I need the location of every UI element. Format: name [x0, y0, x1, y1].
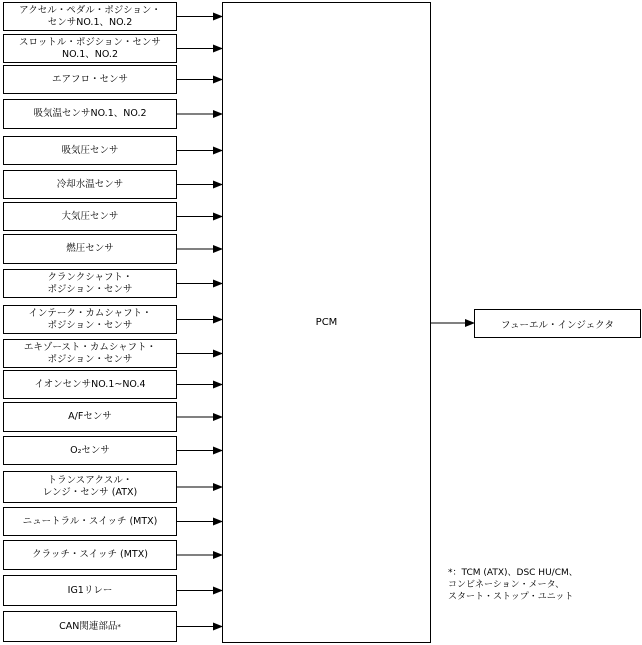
input-label: A/Fセンサ: [68, 411, 112, 422]
input-label: 燃圧センサ: [66, 243, 114, 254]
input-label: CAN関連部品: [59, 620, 118, 632]
input-label: 吸気圧センサ: [61, 144, 119, 156]
input-label: クランクシャフト・ ポジション・センサ: [47, 271, 133, 295]
input-label: IG1リレー: [67, 584, 113, 596]
fuel-injector-label: フューエル・インジェクタ: [501, 319, 614, 331]
input-label: ニュートラル・スイッチ (MTX): [22, 515, 158, 527]
input-label: 冷却水温センサ: [56, 178, 124, 190]
input-label: O₂センサ: [70, 444, 110, 456]
footnote: *：TCM (ATX)、DSC HU/CM、 コンビネーション・メータ、 スタート・ストップ・ユニット: [448, 568, 578, 602]
input-label: 吸気温センサNO.1、NO.2: [33, 108, 147, 119]
input-label: エアフロ・センサ: [51, 73, 128, 85]
input-label: エキゾースト・カムシャフト・ ポジション・センサ: [23, 341, 157, 365]
footnote-marker: *: [117, 622, 121, 631]
input-label: スロットル・ポジション・センサ NO.1、NO.2: [19, 36, 161, 60]
input-label: クラッチ・スイッチ (MTX): [32, 549, 148, 560]
pcm-label: PCM: [315, 317, 338, 328]
input-label: アクセル・ペダル・ポジション・ センサNO.1、NO.2: [19, 4, 161, 28]
input-label: トランスアクスル・ レンジ・センサ (ATX): [42, 475, 138, 498]
input-label: インテーク・カムシャフト・ ポジション・センサ: [28, 307, 152, 331]
input-label: イオンセンサNO.1~NO.4: [34, 378, 146, 390]
input-label: 大気圧センサ: [61, 210, 119, 222]
